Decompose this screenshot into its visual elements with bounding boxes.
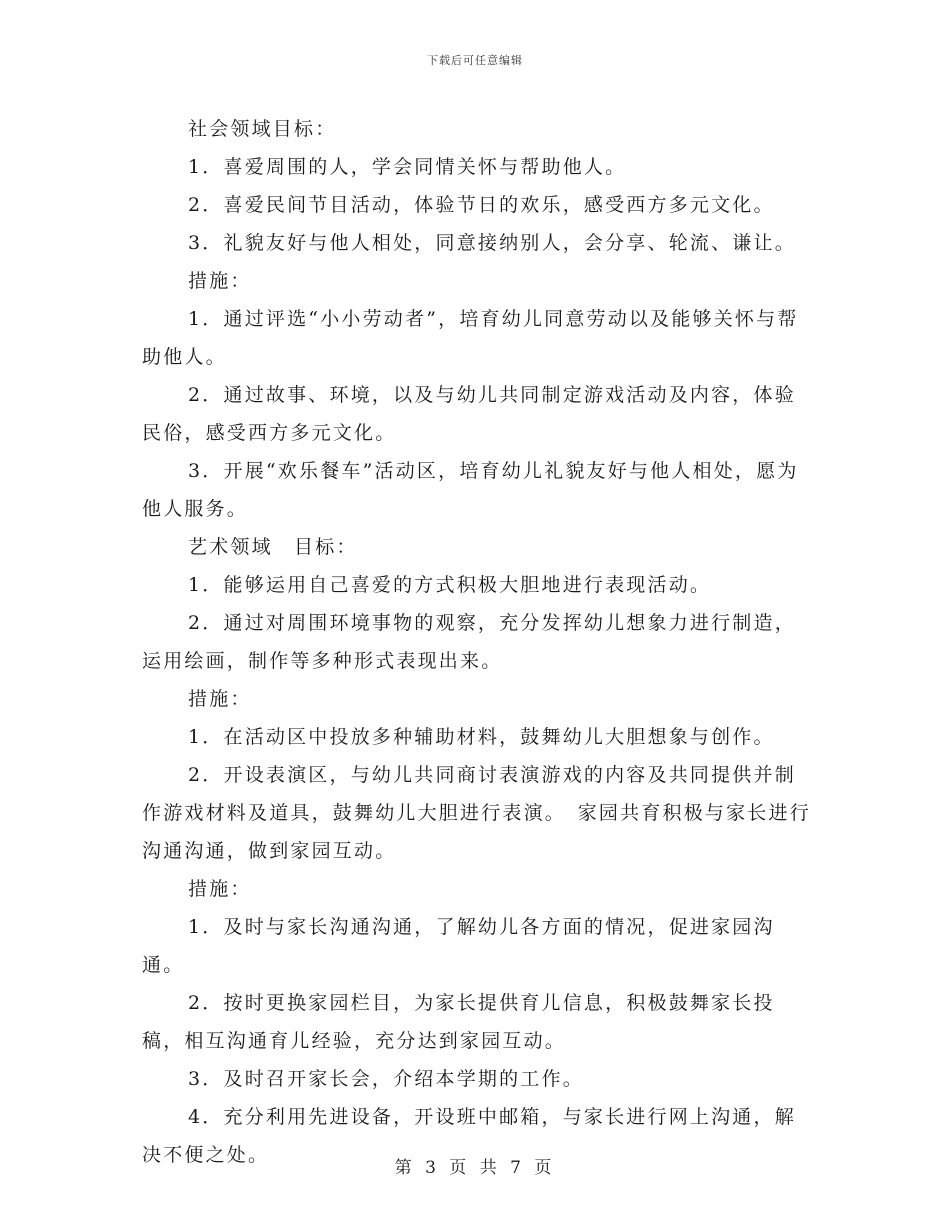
measures-heading: 措施：	[188, 688, 252, 710]
list-item: 2．喜爱民间节目活动，体验节日的欢乐，感受西方多元文化。	[188, 194, 775, 216]
list-item: 1．通过评选“小小劳动者”，培育幼儿同意劳动以及能够关怀与帮助他人。	[142, 308, 799, 368]
list-item: 3．开展“欢乐餐车”活动区，培育幼儿礼貌友好与他人相处，愿为他人服务。	[142, 460, 799, 520]
measures-heading: 措施：	[188, 270, 252, 292]
page-header: 下载后可任意编辑	[427, 54, 523, 67]
list-item: 3．及时召开家长会，介绍本学期的工作。	[188, 1068, 584, 1090]
list-item: 1．及时与家长沟通沟通，了解幼儿各方面的情况，促进家园沟通。	[142, 916, 775, 976]
section-heading-art: 艺术领域 目标：	[188, 536, 358, 558]
measures-heading: 措施：	[188, 878, 252, 900]
list-item: 2．通过故事、环境，以及与幼儿共同制定游戏活动及内容，体验民俗，感受西方多元文化。	[142, 384, 796, 444]
list-item: 3．礼貌友好与他人相处，同意接纳别人，会分享、轮流、谦让。	[188, 232, 796, 254]
list-item: 4．充分利用先进设备，开设班中邮箱，与家长进行网上沟通，解决不便之处。	[142, 1106, 796, 1166]
document-body	[142, 110, 812, 1174]
list-item: 1．喜爱周围的人，学会同情关怀与帮助他人。	[188, 156, 627, 178]
list-item: 2．按时更换家园栏目，为家长提供育儿信息，积极鼓舞家长投稿，相互沟通育儿经验，充分达到家园互动。	[142, 992, 775, 1052]
list-item: 1．能够运用自己喜爱的方式积极大胆地进行表现活动。	[188, 574, 712, 596]
list-item: 2．开设表演区，与幼儿共同商讨表演游戏的内容及共同提供并制作游戏材料及道具，鼓舞幼儿大胆进行表演。 家园共育积极与家长进行沟通沟通，做到家园互动。	[142, 764, 811, 862]
list-item: 1．在活动区中投放多种辅助材料，鼓舞幼儿大胆想象与创作。	[188, 726, 775, 748]
page-number: 第 3 页 共 7 页	[394, 1158, 556, 1178]
section-heading-social: 社会领域目标：	[188, 118, 337, 140]
list-item: 2．通过对周围环境事物的观察，充分发挥幼儿想象力进行制造，运用绘画，制作等多种形式表现出来。	[142, 612, 796, 672]
